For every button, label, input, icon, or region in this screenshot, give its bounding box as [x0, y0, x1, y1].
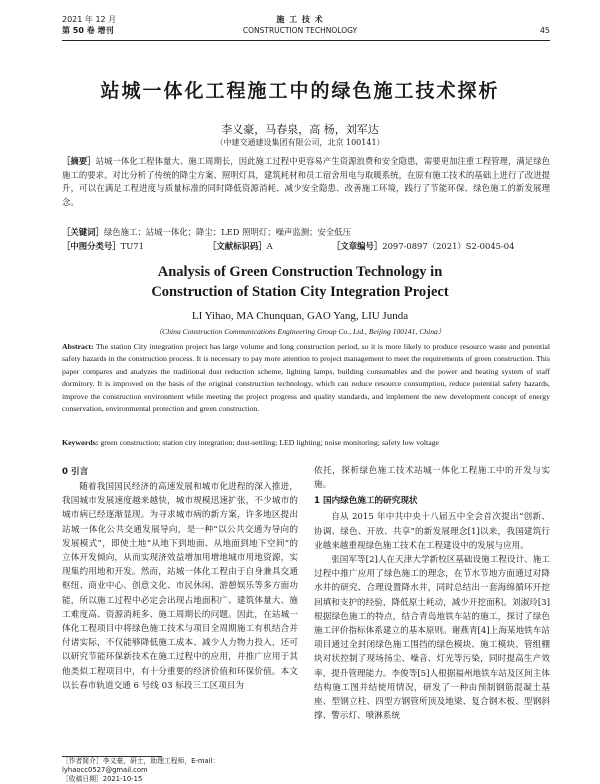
- authors-en: LI Yihao, MA Chunquan, GAO Yang, LIU Junda: [191, 310, 409, 322]
- doc-code-field: [208, 240, 273, 253]
- keywords-cn-text: 绿色施工；站城一体化；降尘；LED 照明灯；噪声监测；安全低压: [103, 227, 352, 237]
- clc-value: TU71: [120, 241, 144, 251]
- abstract-cn: [62, 155, 550, 209]
- article-id-value: 2097-0897（2021）S2-0045-04: [382, 241, 515, 251]
- doc-code-value: A: [266, 241, 273, 251]
- paper-title-en-line1: Analysis of Green Construction Technology in: [157, 264, 443, 280]
- abstract-cn-label: ［摘要］: [62, 156, 96, 166]
- keywords-en-label: Keywords:: [62, 438, 99, 447]
- header-page-number: 45: [539, 26, 550, 35]
- abstract-en-label: Abstract:: [62, 342, 94, 351]
- keywords-en-text: green construction; station city integration; dust-settling; LED lighting; noise monitoring; safety low voltage: [100, 438, 440, 447]
- header-journal-en: CONSTRUCTION TECHNOLOGY: [242, 26, 358, 35]
- authors-cn: 李义豪，马春泉，高 杨，刘军达: [221, 123, 379, 136]
- intro-continuation: 依托，探析绿色施工技术站城一体化工程施工中的开发与实施。: [314, 466, 550, 491]
- affiliation-en: （China Construction Communications Engineering Group Co., Ltd., Beijing 100141, China）: [154, 327, 446, 336]
- footnote: [62, 757, 298, 784]
- section-1-heading: 1 国内绿色施工的研究现状: [314, 496, 418, 507]
- header-journal-cn: 施 工 技 术: [276, 15, 324, 24]
- left-column: [62, 464, 298, 693]
- abstract-cn-text: 站城一体化工程体量大、施工周期长，因此施工过程中更容易产生资源浪费和安全隐患，需要更加注重工程管理，满足绿色施工的要求。对比分析了传统的降尘方案、照明灯具，建筑耗材和员工宿舍用电与取暖系统，在原有施工技术的基础上进行了改进提升，可以在满足工程进度与质量标准的同时降低资源消耗、减少安全隐患、改善施工环境，践行了节能环保、绿色施工的新发展理念。: [62, 156, 551, 207]
- keywords-en: [62, 437, 550, 449]
- header-date: 2021 年 12 月: [62, 15, 117, 24]
- paper-title-en-line2: Construction of Station City Integration Project: [151, 284, 449, 300]
- research-paragraph-1: 自从 2015 年中共中央十八届五中全会首次提出“创新、协调、绿色、开放、共享”的新发展理念[1]以来，我国建筑行业越来越重视绿色施工技术在工程建设中的发展与应用。: [314, 512, 550, 551]
- abstract-en: [62, 341, 550, 415]
- paper-title-cn: 站城一体化工程施工中的绿色施工技术探析: [100, 80, 500, 102]
- right-column: [314, 464, 550, 723]
- keywords-cn-label: ［关键词］: [62, 227, 104, 237]
- article-id-field: [332, 240, 514, 253]
- footnote-author: ［作者简介］李义豪，研士，助理工程师，E-mail：lyhaocc0527@gmail.com: [62, 757, 220, 774]
- keywords-cn: [62, 226, 550, 240]
- header-volume: 第 50 卷 增刊: [62, 26, 114, 35]
- clc-label: ［中图分类号］: [62, 241, 121, 251]
- article-id-label: ［文章编号］: [332, 241, 383, 251]
- research-paragraph-2: 张国军等[2]人在天津大学新校区基础设施工程设计、施工过程中推广应用了绿色施工的理念，在节水节地方面通过对降水井的研究、合理设置降水井，同时总结出一套海绵循环开挖回填和支护的经验，降低原土耗动，减少开挖面积。刘淑玲[3]根据绿色施工的特点，结合青岛地铁车站的施工，探讨了绿色施工评价指标体系建立的基本原则。谢燕青[4]上海某地铁车站项目通过全封闭绿色施工围挡的绿色模块、施工模块、管组棚块对状控制了现场扬尘、噪音、灯光等污染，同时提高生产效率，提升管理能力。李俊等[5]人根据福州地铁车站及区间主体结构施工图并结使用情况，研发了一种由预制钢筋混凝土基座、型钢立柱、四型方钢管所顶及地梁、复合钢木板、型钢斜撑、警示灯、喷淋系统: [314, 555, 550, 722]
- footnote-received: ［收稿日期］2021-10-15: [62, 775, 143, 783]
- header-rule: [62, 40, 550, 41]
- clc-field: [62, 240, 144, 253]
- abstract-en-text: The station City integration project has large volume and long construction period, so it is more likely to produce resource waste and potential safety hazards in the construction process. It is necessary to pay more attention to project management to meet the requirements of green construction. This paper compares and analyzes the traditional dust reduction scheme, lighting lamps, building consumables and the power and heating system of staff dormitory. It is improved on the basis of the original construction technology, which can reduce resource consumption, reduce potential safety hazards, improve the construction environment while meeting the project progress and quality standards, and implement the new development concept of energy conservation, environmental protection and green construction.: [62, 342, 550, 414]
- affiliation-cn: （中建交通建设集团有限公司，北京 100141）: [215, 138, 385, 147]
- intro-paragraph: 随着我国国民经济的高速发展和城市化进程的深入推进，我国城市发展速度越来越快，城市规模迅速扩张，不少城市的城市病已经逐渐显现。为寻求城市病的新方案，许多地区提出站城一体化公共交通发展导向，是一种“以公共交通为导向的发展模式”，即使土地“从地下到地面、从地面到地下空间”的立体开发倾向，从而实现济效益增加用增地城市用地资源，实现集约用地和开发。然而，站城一体化工程由于自身兼具交通枢纽、商业中心、创意文化、市民休闲、游憩娱乐等多方面功能，所以施工过程中必定会出现占地面积广、建筑体量大、施工难度高、资源消耗多、施工周期长的问题。因此，在站城一体化工程项目中将绿色施工技术与项目全周期施工有机结合并付诸实际，不仅能够降低施工成本、减少人力物力投入，还可以研究节能环保新技术在施工过程中的应用，并推广应用于其他类似工程项目中，有十分重要的经济价值和环保价值。本文以长春市轨道交通 6 号线 03 标段三工区项目为: [62, 482, 298, 691]
- doc-code-label: ［文献标识码］: [208, 241, 267, 251]
- section-0-heading: 0 引言: [62, 467, 89, 477]
